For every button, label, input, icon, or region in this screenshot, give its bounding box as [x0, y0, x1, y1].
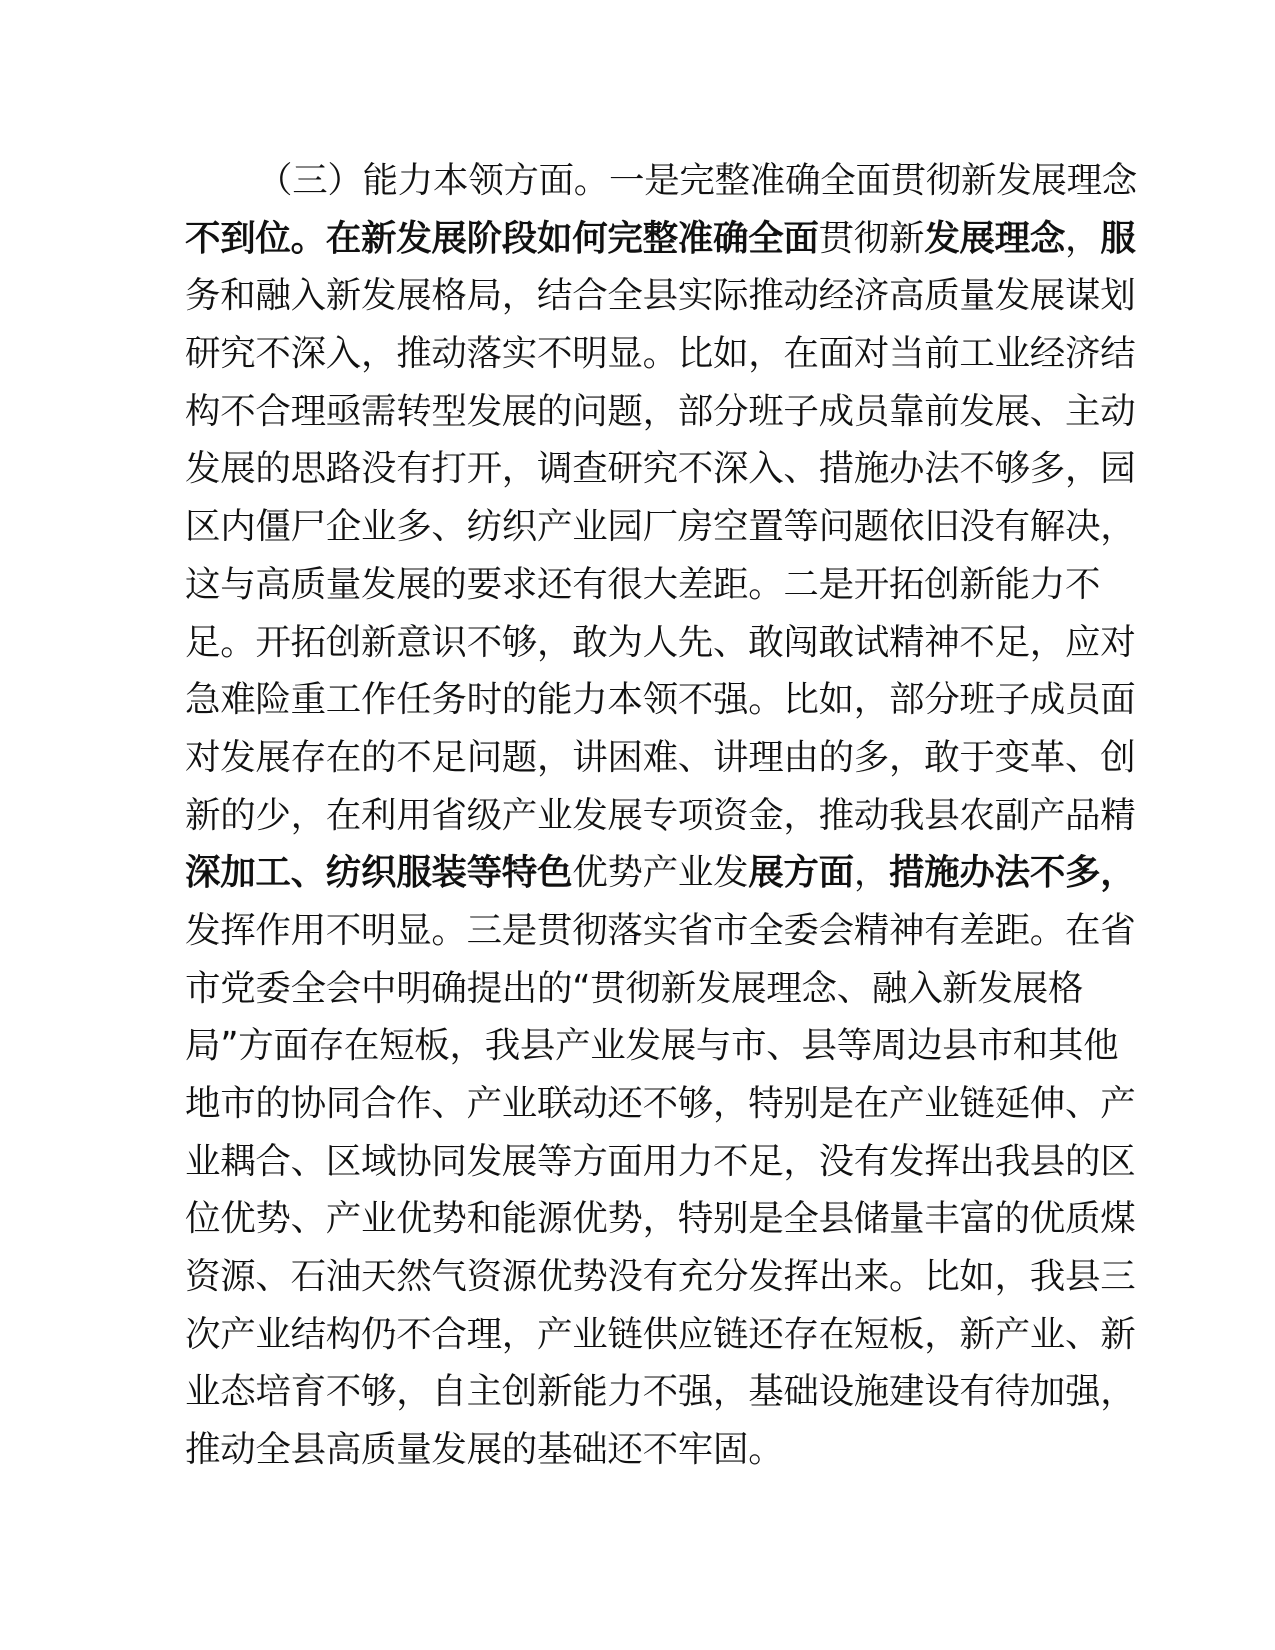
paragraph-line — [185, 498, 1136, 556]
text-run: 地市的协同合作、产业联动还不够，特别是在产业链延伸、产 — [185, 1083, 1136, 1124]
text-run: 贯彻新 — [818, 217, 925, 259]
text-run: 对发展存在的不足问题，讲困难、讲理由的多，敢于变革、创 — [185, 736, 1136, 778]
paragraph-line — [185, 787, 1136, 845]
text-run: 位优势、产业优势和能源优势，特别是全县储量丰富的优质煤 — [185, 1198, 1136, 1240]
text-run: 构不合理亟需转型发展的问题，部分班子成员靠前发展、主动 — [185, 390, 1136, 432]
text-run-bold: 不到位。在新发展阶段如何完整准确全面 — [185, 217, 819, 259]
paragraph-line — [185, 960, 1095, 1018]
text-run: 局”方面存在短板，我县产业发展与市、县等周边县市和其他 — [185, 1025, 1119, 1067]
text-run-bold: 服 — [1100, 217, 1136, 259]
text-run: 务和融入新发展格局，结合全县实际推动经济高质量发展谋划 — [185, 275, 1136, 317]
text-run: 发展的思路没有打开，调查研究不深入、措施办法不够多，园 — [185, 448, 1136, 490]
text-run: 发挥作用不明显。三是贯彻落实省市全委会精神有差距。在省 — [185, 909, 1136, 951]
paragraph-line — [185, 383, 1136, 441]
text-run: ， — [853, 852, 890, 894]
body-paragraph — [185, 152, 1138, 1479]
paragraph-line — [185, 440, 1136, 498]
paragraph-line — [185, 1363, 1136, 1421]
text-run: 次产业结构仍不合理，产业链供应链还存在短板，新产业、新 — [185, 1313, 1136, 1355]
paragraph-line — [185, 844, 1136, 902]
paragraph-line — [185, 325, 1136, 383]
paragraph-line — [185, 1421, 1095, 1479]
paragraph-line — [185, 152, 1138, 210]
text-run: 区内僵尸企业多、纺织产业园厂房空置等问题依旧没有解决， — [185, 506, 1136, 548]
text-run: 资源、石油天然气资源优势没有充分发挥出来。比如，我县三 — [185, 1256, 1136, 1298]
text-run: 市党委全会中明确提出的“贯彻新发展理念、融入新发展格 — [185, 967, 1084, 1009]
paragraph-line — [185, 902, 1136, 960]
paragraph-line — [185, 729, 1136, 787]
text-run: 业耦合、区域协同发展等方面用力不足，没有发挥出我县的区 — [185, 1140, 1136, 1182]
text-run: 推动全县高质量发展的基础还不牢固。 — [185, 1429, 784, 1471]
text-run: 业态培育不够，自主创新能力不强，基础设施建设有待加强， — [185, 1371, 1136, 1413]
text-run: ， — [1065, 217, 1101, 259]
text-run-bold: 深加工、纺织服装等特色 — [185, 852, 573, 894]
paragraph-line — [185, 556, 1101, 614]
paragraph-line — [185, 614, 1136, 672]
paragraph-line — [185, 1190, 1136, 1248]
text-run-bold: 发展理念 — [924, 217, 1066, 259]
text-run: 新的少，在利用省级产业发展专项资金，推动我县农副产品精 — [185, 794, 1136, 836]
paragraph-line — [185, 267, 1136, 325]
paragraph-line — [185, 671, 1136, 729]
paragraph-line — [185, 1306, 1136, 1364]
paragraph-line — [185, 1248, 1136, 1306]
text-run: 优势产业发 — [572, 852, 749, 894]
paragraph-line — [185, 1017, 1119, 1075]
text-run-bold: 展方面 — [748, 852, 854, 894]
text-run: 这与高质量发展的要求还有很大差距。二是开拓创新能力不 — [185, 563, 1101, 605]
paragraph-line — [185, 1075, 1136, 1133]
text-run: 足。开拓创新意识不够，敢为人先、敢闯敢试精神不足，应对 — [185, 621, 1136, 663]
text-run: 急难险重工作任务时的能力本领不强。比如，部分班子成员面 — [185, 679, 1136, 721]
paragraph-line — [185, 1133, 1136, 1191]
text-run: （三）能力本领方面。一是完整准确全面贯彻新发展理念 — [257, 160, 1138, 201]
paragraph-line — [185, 210, 1136, 268]
text-run-bold: 措施办法不多， — [889, 852, 1136, 894]
text-run: 研究不深入，推动落实不明显。比如，在面对当前工业经济结 — [185, 333, 1136, 375]
